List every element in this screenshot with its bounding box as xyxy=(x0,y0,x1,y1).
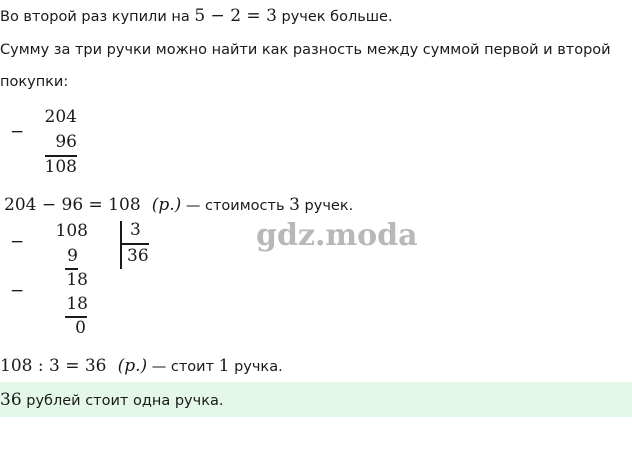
line-5-number: 1 xyxy=(218,356,230,376)
line-4-number: 3 xyxy=(289,195,300,215)
subtraction-minuend: 204 xyxy=(44,107,77,127)
line-4-text-end: ручек. xyxy=(299,198,354,214)
line-3: покупки: xyxy=(0,74,69,90)
line-1-expression: 5 − 2 = 3 xyxy=(194,6,277,26)
line-5 xyxy=(0,356,283,376)
division-divisor-line xyxy=(121,243,149,245)
division-vertical-line xyxy=(120,221,122,269)
watermark: gdz.moda xyxy=(256,218,418,253)
division-step1-remainder: 18 xyxy=(66,270,88,290)
division-step2-remainder: 0 xyxy=(75,318,86,338)
division-sign-1: − xyxy=(10,232,25,252)
line-4-text: — стоимость xyxy=(181,198,290,214)
subtraction-sign: − xyxy=(10,122,25,142)
division-step2-subtrahend: 18 xyxy=(66,294,88,314)
line-2: Сумму за три ручки можно найти как разность между суммой первой и второй xyxy=(0,42,611,58)
subtraction-result: 108 xyxy=(44,157,77,177)
line-5-unit: (р.) xyxy=(117,356,148,376)
division-divisor: 3 xyxy=(130,220,141,240)
line-5-text: — стоит xyxy=(147,359,219,375)
division-quotient: 36 xyxy=(127,246,149,266)
line-4-unit: (р.) xyxy=(151,195,182,215)
answer-number: 36 xyxy=(0,390,22,410)
line-1 xyxy=(0,6,393,26)
subtraction-subtrahend: 96 xyxy=(55,132,77,152)
line-1-text-before: Во второй раз купили на xyxy=(0,9,195,25)
division-step1-subtrahend: 9 xyxy=(67,246,78,266)
answer-line xyxy=(0,390,223,410)
line-4-expression: 204 − 96 = 108 xyxy=(4,195,141,215)
line-4 xyxy=(4,195,353,215)
line-5-expression: 108 : 3 = 36 xyxy=(0,356,107,376)
division-sign-2: − xyxy=(10,281,25,301)
division-dividend: 108 xyxy=(55,221,88,241)
answer-text: рублей стоит одна ручка. xyxy=(21,393,224,409)
line-1-text-after: ручек больше. xyxy=(276,9,393,25)
line-5-text-end: ручка. xyxy=(229,359,283,375)
